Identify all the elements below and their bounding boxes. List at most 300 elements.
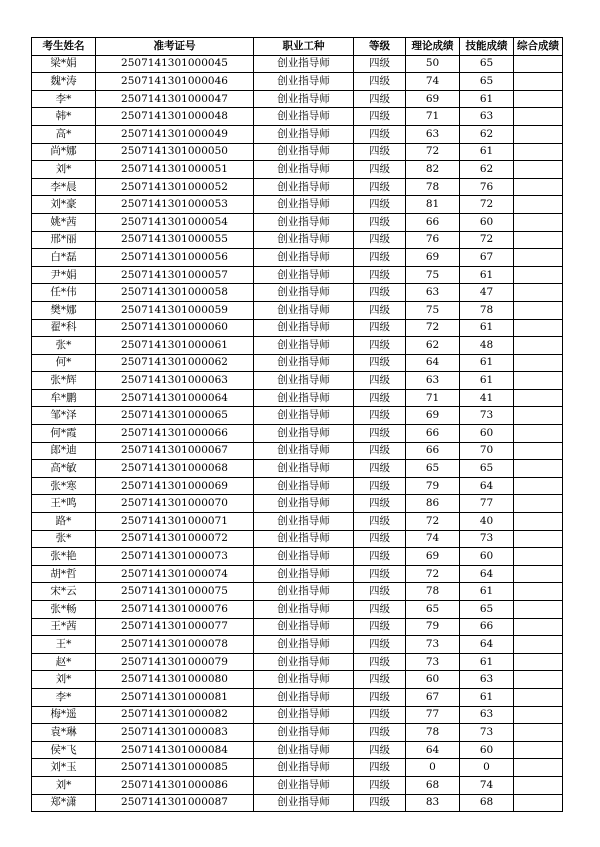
cell-level: 四级 — [354, 548, 406, 566]
cell-occupation: 创业指导师 — [254, 741, 354, 759]
cell-skill-score: 61 — [460, 266, 514, 284]
cell-name: 梅*遥 — [32, 706, 96, 724]
cell-occupation: 创业指导师 — [254, 231, 354, 249]
cell-theory-score: 64 — [406, 354, 460, 372]
cell-skill-score: 72 — [460, 196, 514, 214]
cell-theory-score: 81 — [406, 196, 460, 214]
cell-occupation: 创业指导师 — [254, 161, 354, 179]
cell-theory-score: 66 — [406, 213, 460, 231]
cell-level: 四级 — [354, 530, 406, 548]
cell-theory-score: 73 — [406, 636, 460, 654]
cell-occupation: 创业指导师 — [254, 794, 354, 812]
cell-total-score — [514, 143, 563, 161]
cell-level: 四级 — [354, 231, 406, 249]
cell-skill-score: 0 — [460, 759, 514, 777]
cell-theory-score: 50 — [406, 55, 460, 73]
cell-theory-score: 82 — [406, 161, 460, 179]
cell-name: 张*畅 — [32, 601, 96, 619]
cell-name: 张* — [32, 337, 96, 355]
cell-skill-score: 47 — [460, 284, 514, 302]
cell-level: 四级 — [354, 337, 406, 355]
cell-exam-id: 2507141301000046 — [96, 73, 254, 91]
cell-occupation: 创业指导师 — [254, 636, 354, 654]
cell-skill-score: 61 — [460, 688, 514, 706]
table-row — [32, 794, 563, 812]
cell-total-score — [514, 759, 563, 777]
cell-level: 四级 — [354, 108, 406, 126]
cell-total-score — [514, 724, 563, 742]
table-row — [32, 266, 563, 284]
cell-total-score — [514, 231, 563, 249]
cell-occupation: 创业指导师 — [254, 618, 354, 636]
cell-total-score — [514, 55, 563, 73]
cell-theory-score: 60 — [406, 671, 460, 689]
cell-name: 侯*飞 — [32, 741, 96, 759]
cell-skill-score: 48 — [460, 337, 514, 355]
table-row — [32, 125, 563, 143]
cell-level: 四级 — [354, 284, 406, 302]
cell-exam-id: 2507141301000067 — [96, 442, 254, 460]
table-row — [32, 55, 563, 73]
cell-level: 四级 — [354, 178, 406, 196]
cell-theory-score: 71 — [406, 108, 460, 126]
cell-total-score — [514, 741, 563, 759]
cell-level: 四级 — [354, 741, 406, 759]
cell-level: 四级 — [354, 759, 406, 777]
cell-name: 刘*豪 — [32, 196, 96, 214]
cell-name: 张* — [32, 530, 96, 548]
cell-occupation: 创业指导师 — [254, 372, 354, 390]
cell-skill-score: 74 — [460, 776, 514, 794]
cell-total-score — [514, 442, 563, 460]
cell-occupation: 创业指导师 — [254, 653, 354, 671]
cell-occupation: 创业指导师 — [254, 266, 354, 284]
cell-skill-score: 65 — [460, 601, 514, 619]
cell-skill-score: 73 — [460, 530, 514, 548]
cell-exam-id: 2507141301000078 — [96, 636, 254, 654]
cell-skill-score: 68 — [460, 794, 514, 812]
cell-level: 四级 — [354, 90, 406, 108]
cell-exam-id: 2507141301000079 — [96, 653, 254, 671]
cell-theory-score: 69 — [406, 90, 460, 108]
cell-total-score — [514, 73, 563, 91]
cell-theory-score: 75 — [406, 266, 460, 284]
cell-skill-score: 60 — [460, 741, 514, 759]
cell-skill-score: 63 — [460, 108, 514, 126]
cell-theory-score: 69 — [406, 407, 460, 425]
cell-theory-score: 76 — [406, 231, 460, 249]
cell-total-score — [514, 213, 563, 231]
cell-occupation: 创业指导师 — [254, 55, 354, 73]
cell-level: 四级 — [354, 249, 406, 267]
cell-skill-score: 61 — [460, 372, 514, 390]
cell-exam-id: 2507141301000049 — [96, 125, 254, 143]
table-row — [32, 301, 563, 319]
cell-exam-id: 2507141301000085 — [96, 759, 254, 777]
cell-occupation: 创业指导师 — [254, 178, 354, 196]
cell-exam-id: 2507141301000081 — [96, 688, 254, 706]
cell-skill-score: 64 — [460, 565, 514, 583]
cell-skill-score: 41 — [460, 389, 514, 407]
cell-occupation: 创业指导师 — [254, 389, 354, 407]
cell-name: 刘* — [32, 671, 96, 689]
cell-total-score — [514, 513, 563, 531]
cell-name: 王*茜 — [32, 618, 96, 636]
cell-occupation: 创业指导师 — [254, 495, 354, 513]
cell-name: 张*艳 — [32, 548, 96, 566]
cell-name: 任*伟 — [32, 284, 96, 302]
cell-exam-id: 2507141301000080 — [96, 671, 254, 689]
table-row — [32, 425, 563, 443]
table-row — [32, 389, 563, 407]
header-skill-score: 技能成绩 — [460, 38, 514, 56]
cell-exam-id: 2507141301000072 — [96, 530, 254, 548]
cell-total-score — [514, 653, 563, 671]
table-row — [32, 108, 563, 126]
table-row — [32, 653, 563, 671]
cell-name: 翟*科 — [32, 319, 96, 337]
cell-name: 刘* — [32, 776, 96, 794]
cell-occupation: 创业指导师 — [254, 513, 354, 531]
cell-total-score — [514, 636, 563, 654]
table-row — [32, 477, 563, 495]
cell-total-score — [514, 108, 563, 126]
table-row — [32, 583, 563, 601]
cell-exam-id: 2507141301000054 — [96, 213, 254, 231]
cell-occupation: 创业指导师 — [254, 249, 354, 267]
cell-total-score — [514, 266, 563, 284]
cell-total-score — [514, 125, 563, 143]
cell-occupation: 创业指导师 — [254, 407, 354, 425]
cell-exam-id: 2507141301000061 — [96, 337, 254, 355]
cell-level: 四级 — [354, 372, 406, 390]
cell-exam-id: 2507141301000076 — [96, 601, 254, 619]
cell-level: 四级 — [354, 319, 406, 337]
table-row — [32, 513, 563, 531]
cell-theory-score: 0 — [406, 759, 460, 777]
cell-name: 李* — [32, 688, 96, 706]
cell-skill-score: 61 — [460, 583, 514, 601]
cell-name: 胡*哲 — [32, 565, 96, 583]
cell-theory-score: 72 — [406, 513, 460, 531]
cell-level: 四级 — [354, 354, 406, 372]
cell-total-score — [514, 565, 563, 583]
cell-exam-id: 2507141301000070 — [96, 495, 254, 513]
cell-theory-score: 63 — [406, 284, 460, 302]
cell-exam-id: 2507141301000059 — [96, 301, 254, 319]
cell-total-score — [514, 671, 563, 689]
cell-level: 四级 — [354, 460, 406, 478]
cell-exam-id: 2507141301000055 — [96, 231, 254, 249]
cell-exam-id: 2507141301000082 — [96, 706, 254, 724]
cell-name: 何*霞 — [32, 425, 96, 443]
table-row — [32, 548, 563, 566]
cell-skill-score: 60 — [460, 213, 514, 231]
cell-occupation: 创业指导师 — [254, 442, 354, 460]
cell-name: 宋*云 — [32, 583, 96, 601]
cell-name: 樊*娜 — [32, 301, 96, 319]
cell-name: 高* — [32, 125, 96, 143]
cell-level: 四级 — [354, 73, 406, 91]
table-row — [32, 601, 563, 619]
cell-occupation: 创业指导师 — [254, 460, 354, 478]
cell-name: 韩* — [32, 108, 96, 126]
cell-theory-score: 69 — [406, 249, 460, 267]
cell-name: 魏*涛 — [32, 73, 96, 91]
cell-occupation: 创业指导师 — [254, 196, 354, 214]
header-total-score: 综合成绩 — [514, 38, 563, 56]
cell-level: 四级 — [354, 301, 406, 319]
table-row — [32, 372, 563, 390]
cell-occupation: 创业指导师 — [254, 73, 354, 91]
cell-skill-score: 66 — [460, 618, 514, 636]
cell-theory-score: 74 — [406, 73, 460, 91]
table-row — [32, 776, 563, 794]
cell-name: 邹*泽 — [32, 407, 96, 425]
cell-name: 牟*鹏 — [32, 389, 96, 407]
cell-theory-score: 79 — [406, 618, 460, 636]
cell-level: 四级 — [354, 442, 406, 460]
cell-level: 四级 — [354, 706, 406, 724]
cell-level: 四级 — [354, 143, 406, 161]
table-row — [32, 530, 563, 548]
cell-skill-score: 73 — [460, 724, 514, 742]
cell-theory-score: 65 — [406, 601, 460, 619]
cell-exam-id: 2507141301000068 — [96, 460, 254, 478]
cell-occupation: 创业指导师 — [254, 354, 354, 372]
cell-exam-id: 2507141301000065 — [96, 407, 254, 425]
cell-occupation: 创业指导师 — [254, 301, 354, 319]
cell-level: 四级 — [354, 196, 406, 214]
cell-name: 王* — [32, 636, 96, 654]
cell-level: 四级 — [354, 389, 406, 407]
cell-theory-score: 69 — [406, 548, 460, 566]
cell-occupation: 创业指导师 — [254, 284, 354, 302]
cell-skill-score: 61 — [460, 319, 514, 337]
cell-occupation: 创业指导师 — [254, 143, 354, 161]
cell-name: 郎*迪 — [32, 442, 96, 460]
cell-level: 四级 — [354, 794, 406, 812]
cell-theory-score: 72 — [406, 319, 460, 337]
cell-total-score — [514, 776, 563, 794]
cell-skill-score: 76 — [460, 178, 514, 196]
table-row — [32, 196, 563, 214]
header-name: 考生姓名 — [32, 38, 96, 56]
cell-level: 四级 — [354, 266, 406, 284]
cell-theory-score: 72 — [406, 143, 460, 161]
cell-name: 王*鸣 — [32, 495, 96, 513]
cell-exam-id: 2507141301000056 — [96, 249, 254, 267]
cell-theory-score: 66 — [406, 425, 460, 443]
table-row — [32, 284, 563, 302]
cell-exam-id: 2507141301000083 — [96, 724, 254, 742]
table-row — [32, 495, 563, 513]
cell-name: 张*辉 — [32, 372, 96, 390]
cell-level: 四级 — [354, 495, 406, 513]
cell-skill-score: 61 — [460, 653, 514, 671]
cell-total-score — [514, 601, 563, 619]
table-row — [32, 249, 563, 267]
cell-skill-score: 65 — [460, 73, 514, 91]
cell-exam-id: 2507141301000063 — [96, 372, 254, 390]
cell-name: 赵* — [32, 653, 96, 671]
cell-total-score — [514, 372, 563, 390]
cell-theory-score: 77 — [406, 706, 460, 724]
cell-skill-score: 61 — [460, 90, 514, 108]
cell-exam-id: 2507141301000077 — [96, 618, 254, 636]
cell-level: 四级 — [354, 776, 406, 794]
cell-exam-id: 2507141301000057 — [96, 266, 254, 284]
cell-theory-score: 78 — [406, 583, 460, 601]
table-row — [32, 618, 563, 636]
cell-skill-score: 61 — [460, 354, 514, 372]
cell-occupation: 创业指导师 — [254, 548, 354, 566]
cell-total-score — [514, 284, 563, 302]
cell-name: 白*磊 — [32, 249, 96, 267]
cell-total-score — [514, 354, 563, 372]
header-row — [32, 38, 563, 56]
cell-theory-score: 65 — [406, 460, 460, 478]
cell-exam-id: 2507141301000086 — [96, 776, 254, 794]
cell-occupation: 创业指导师 — [254, 477, 354, 495]
cell-level: 四级 — [354, 724, 406, 742]
cell-exam-id: 2507141301000064 — [96, 389, 254, 407]
cell-theory-score: 78 — [406, 724, 460, 742]
cell-theory-score: 72 — [406, 565, 460, 583]
cell-skill-score: 40 — [460, 513, 514, 531]
cell-skill-score: 62 — [460, 161, 514, 179]
table-row — [32, 161, 563, 179]
cell-level: 四级 — [354, 671, 406, 689]
cell-exam-id: 2507141301000073 — [96, 548, 254, 566]
cell-theory-score: 68 — [406, 776, 460, 794]
cell-total-score — [514, 178, 563, 196]
cell-level: 四级 — [354, 636, 406, 654]
table-row — [32, 178, 563, 196]
cell-total-score — [514, 794, 563, 812]
cell-name: 梁*娟 — [32, 55, 96, 73]
cell-exam-id: 2507141301000058 — [96, 284, 254, 302]
cell-skill-score: 64 — [460, 477, 514, 495]
cell-total-score — [514, 249, 563, 267]
cell-skill-score: 60 — [460, 548, 514, 566]
table-row — [32, 143, 563, 161]
table-row — [32, 636, 563, 654]
cell-level: 四级 — [354, 477, 406, 495]
cell-skill-score: 65 — [460, 55, 514, 73]
cell-exam-id: 2507141301000051 — [96, 161, 254, 179]
table-row — [32, 231, 563, 249]
table-row — [32, 337, 563, 355]
cell-theory-score: 67 — [406, 688, 460, 706]
table-row — [32, 319, 563, 337]
cell-exam-id: 2507141301000075 — [96, 583, 254, 601]
cell-name: 何* — [32, 354, 96, 372]
cell-skill-score: 63 — [460, 706, 514, 724]
cell-total-score — [514, 688, 563, 706]
cell-theory-score: 86 — [406, 495, 460, 513]
cell-theory-score: 62 — [406, 337, 460, 355]
cell-skill-score: 78 — [460, 301, 514, 319]
cell-theory-score: 63 — [406, 125, 460, 143]
table-row — [32, 759, 563, 777]
cell-level: 四级 — [354, 161, 406, 179]
table-row — [32, 706, 563, 724]
cell-total-score — [514, 161, 563, 179]
cell-exam-id: 2507141301000084 — [96, 741, 254, 759]
cell-name: 刘* — [32, 161, 96, 179]
cell-skill-score: 65 — [460, 460, 514, 478]
cell-total-score — [514, 583, 563, 601]
cell-occupation: 创业指导师 — [254, 688, 354, 706]
cell-name: 尹*娟 — [32, 266, 96, 284]
table-row — [32, 442, 563, 460]
cell-skill-score: 70 — [460, 442, 514, 460]
table-row — [32, 724, 563, 742]
cell-exam-id: 2507141301000069 — [96, 477, 254, 495]
cell-total-score — [514, 337, 563, 355]
cell-exam-id: 2507141301000060 — [96, 319, 254, 337]
cell-skill-score: 61 — [460, 143, 514, 161]
cell-occupation: 创业指导师 — [254, 671, 354, 689]
cell-name: 刘*玉 — [32, 759, 96, 777]
table-row — [32, 73, 563, 91]
cell-name: 邢*丽 — [32, 231, 96, 249]
cell-occupation: 创业指导师 — [254, 776, 354, 794]
cell-occupation: 创业指导师 — [254, 337, 354, 355]
cell-total-score — [514, 477, 563, 495]
cell-level: 四级 — [354, 213, 406, 231]
header-occupation: 职业工种 — [254, 38, 354, 56]
cell-skill-score: 60 — [460, 425, 514, 443]
cell-level: 四级 — [354, 653, 406, 671]
cell-exam-id: 2507141301000048 — [96, 108, 254, 126]
cell-total-score — [514, 530, 563, 548]
cell-name: 袁*琳 — [32, 724, 96, 742]
cell-total-score — [514, 495, 563, 513]
cell-theory-score: 74 — [406, 530, 460, 548]
cell-skill-score: 64 — [460, 636, 514, 654]
cell-name: 高*敏 — [32, 460, 96, 478]
cell-level: 四级 — [354, 565, 406, 583]
cell-level: 四级 — [354, 55, 406, 73]
cell-level: 四级 — [354, 583, 406, 601]
cell-skill-score: 67 — [460, 249, 514, 267]
cell-theory-score: 78 — [406, 178, 460, 196]
cell-name: 李*晨 — [32, 178, 96, 196]
cell-exam-id: 2507141301000052 — [96, 178, 254, 196]
table-row — [32, 407, 563, 425]
cell-name: 姚*茜 — [32, 213, 96, 231]
cell-total-score — [514, 301, 563, 319]
cell-total-score — [514, 319, 563, 337]
cell-level: 四级 — [354, 688, 406, 706]
table-row — [32, 688, 563, 706]
cell-name: 路* — [32, 513, 96, 531]
cell-skill-score: 62 — [460, 125, 514, 143]
table-row — [32, 354, 563, 372]
table-body — [32, 55, 563, 812]
cell-theory-score: 66 — [406, 442, 460, 460]
cell-theory-score: 63 — [406, 372, 460, 390]
cell-name: 张*寒 — [32, 477, 96, 495]
cell-occupation: 创业指导师 — [254, 759, 354, 777]
cell-occupation: 创业指导师 — [254, 724, 354, 742]
cell-occupation: 创业指导师 — [254, 425, 354, 443]
cell-name: 尚*娜 — [32, 143, 96, 161]
cell-total-score — [514, 706, 563, 724]
cell-occupation: 创业指导师 — [254, 125, 354, 143]
